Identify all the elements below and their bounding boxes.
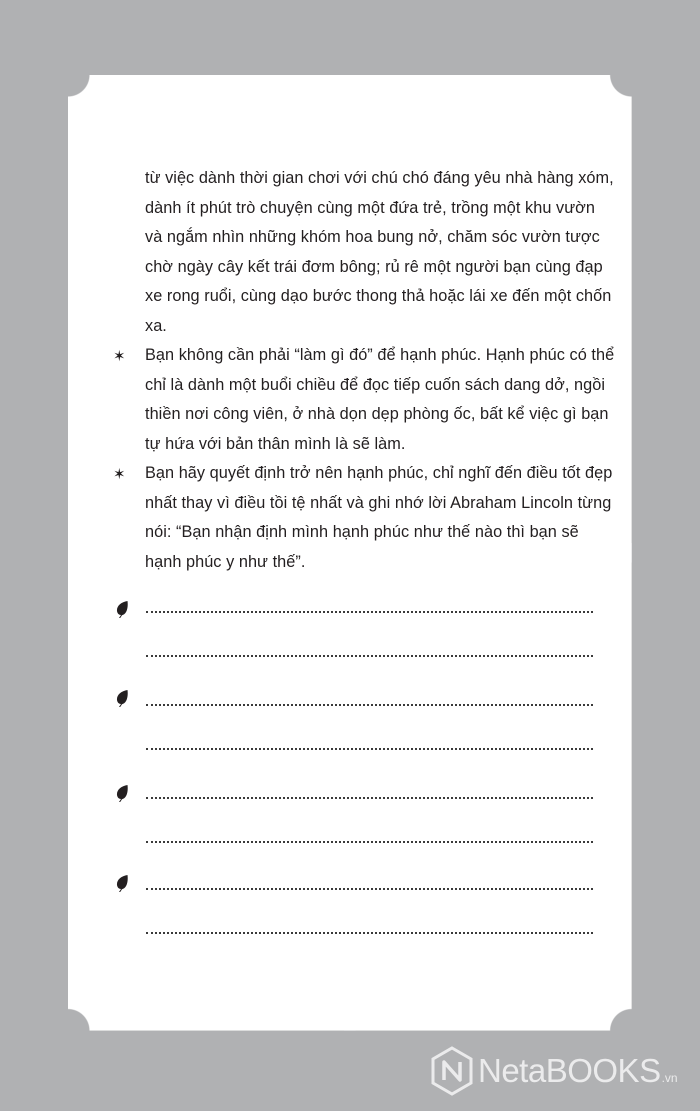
leaf-icon (115, 874, 130, 892)
writing-line[interactable] (146, 888, 593, 890)
leaf-icon (115, 600, 130, 618)
writing-line[interactable] (146, 797, 593, 799)
watermark (430, 1046, 678, 1096)
netabooks-logo-icon (430, 1046, 474, 1096)
writing-line[interactable] (146, 841, 593, 843)
leaf-icon (115, 689, 130, 707)
watermark-brand: NetaBOOKS (478, 1052, 661, 1089)
writing-line[interactable] (146, 748, 593, 750)
writing-line[interactable] (146, 704, 593, 706)
star-bullet-icon: ✶ (113, 466, 126, 483)
writing-line[interactable] (146, 611, 593, 613)
bullet-paragraph-1: Bạn không cần phải “làm gì đó” để hạnh phúc. Hạnh phúc có thể chỉ là dành một buổi chiều để đọc tiếp cuốn sách dang dở, ngồi thiền nơi công viên, ở nhà dọn dẹp phòng ốc, bất kể việc gì bạn tự hứa với bản thân mình là sẽ làm. (145, 346, 615, 453)
writing-line[interactable] (146, 932, 593, 934)
star-bullet-icon: ✶ (113, 348, 126, 365)
bullet-paragraph-2: Bạn hãy quyết định trở nên hạnh phúc, chỉ nghĩ đến điều tốt đẹp nhất thay vì điều tồi tệ nhất và ghi nhớ lời Abraham Lincoln từng nói: “Bạn nhận định mình hạnh phúc như thế nào thì bạn sẽ hạnh phúc y như thế”. (145, 464, 613, 571)
watermark-suffix: .vn (661, 1071, 678, 1085)
writing-line[interactable] (146, 655, 593, 657)
leaf-icon (115, 784, 130, 802)
intro-paragraph: từ việc dành thời gian chơi với chú chó đáng yêu nhà hàng xóm, dành ít phút trò chuyện cùng một đứa trẻ, trồng một khu vườn và ngắm nhìn những khóm hoa bung nở, chăm sóc vườn tược chờ ngày cây kết trái đơm bông; rủ rê một người bạn cùng đạp xe rong ruổi, cùng dạo bước thong thả hoặc lái xe đến một chốn xa. (145, 169, 614, 335)
